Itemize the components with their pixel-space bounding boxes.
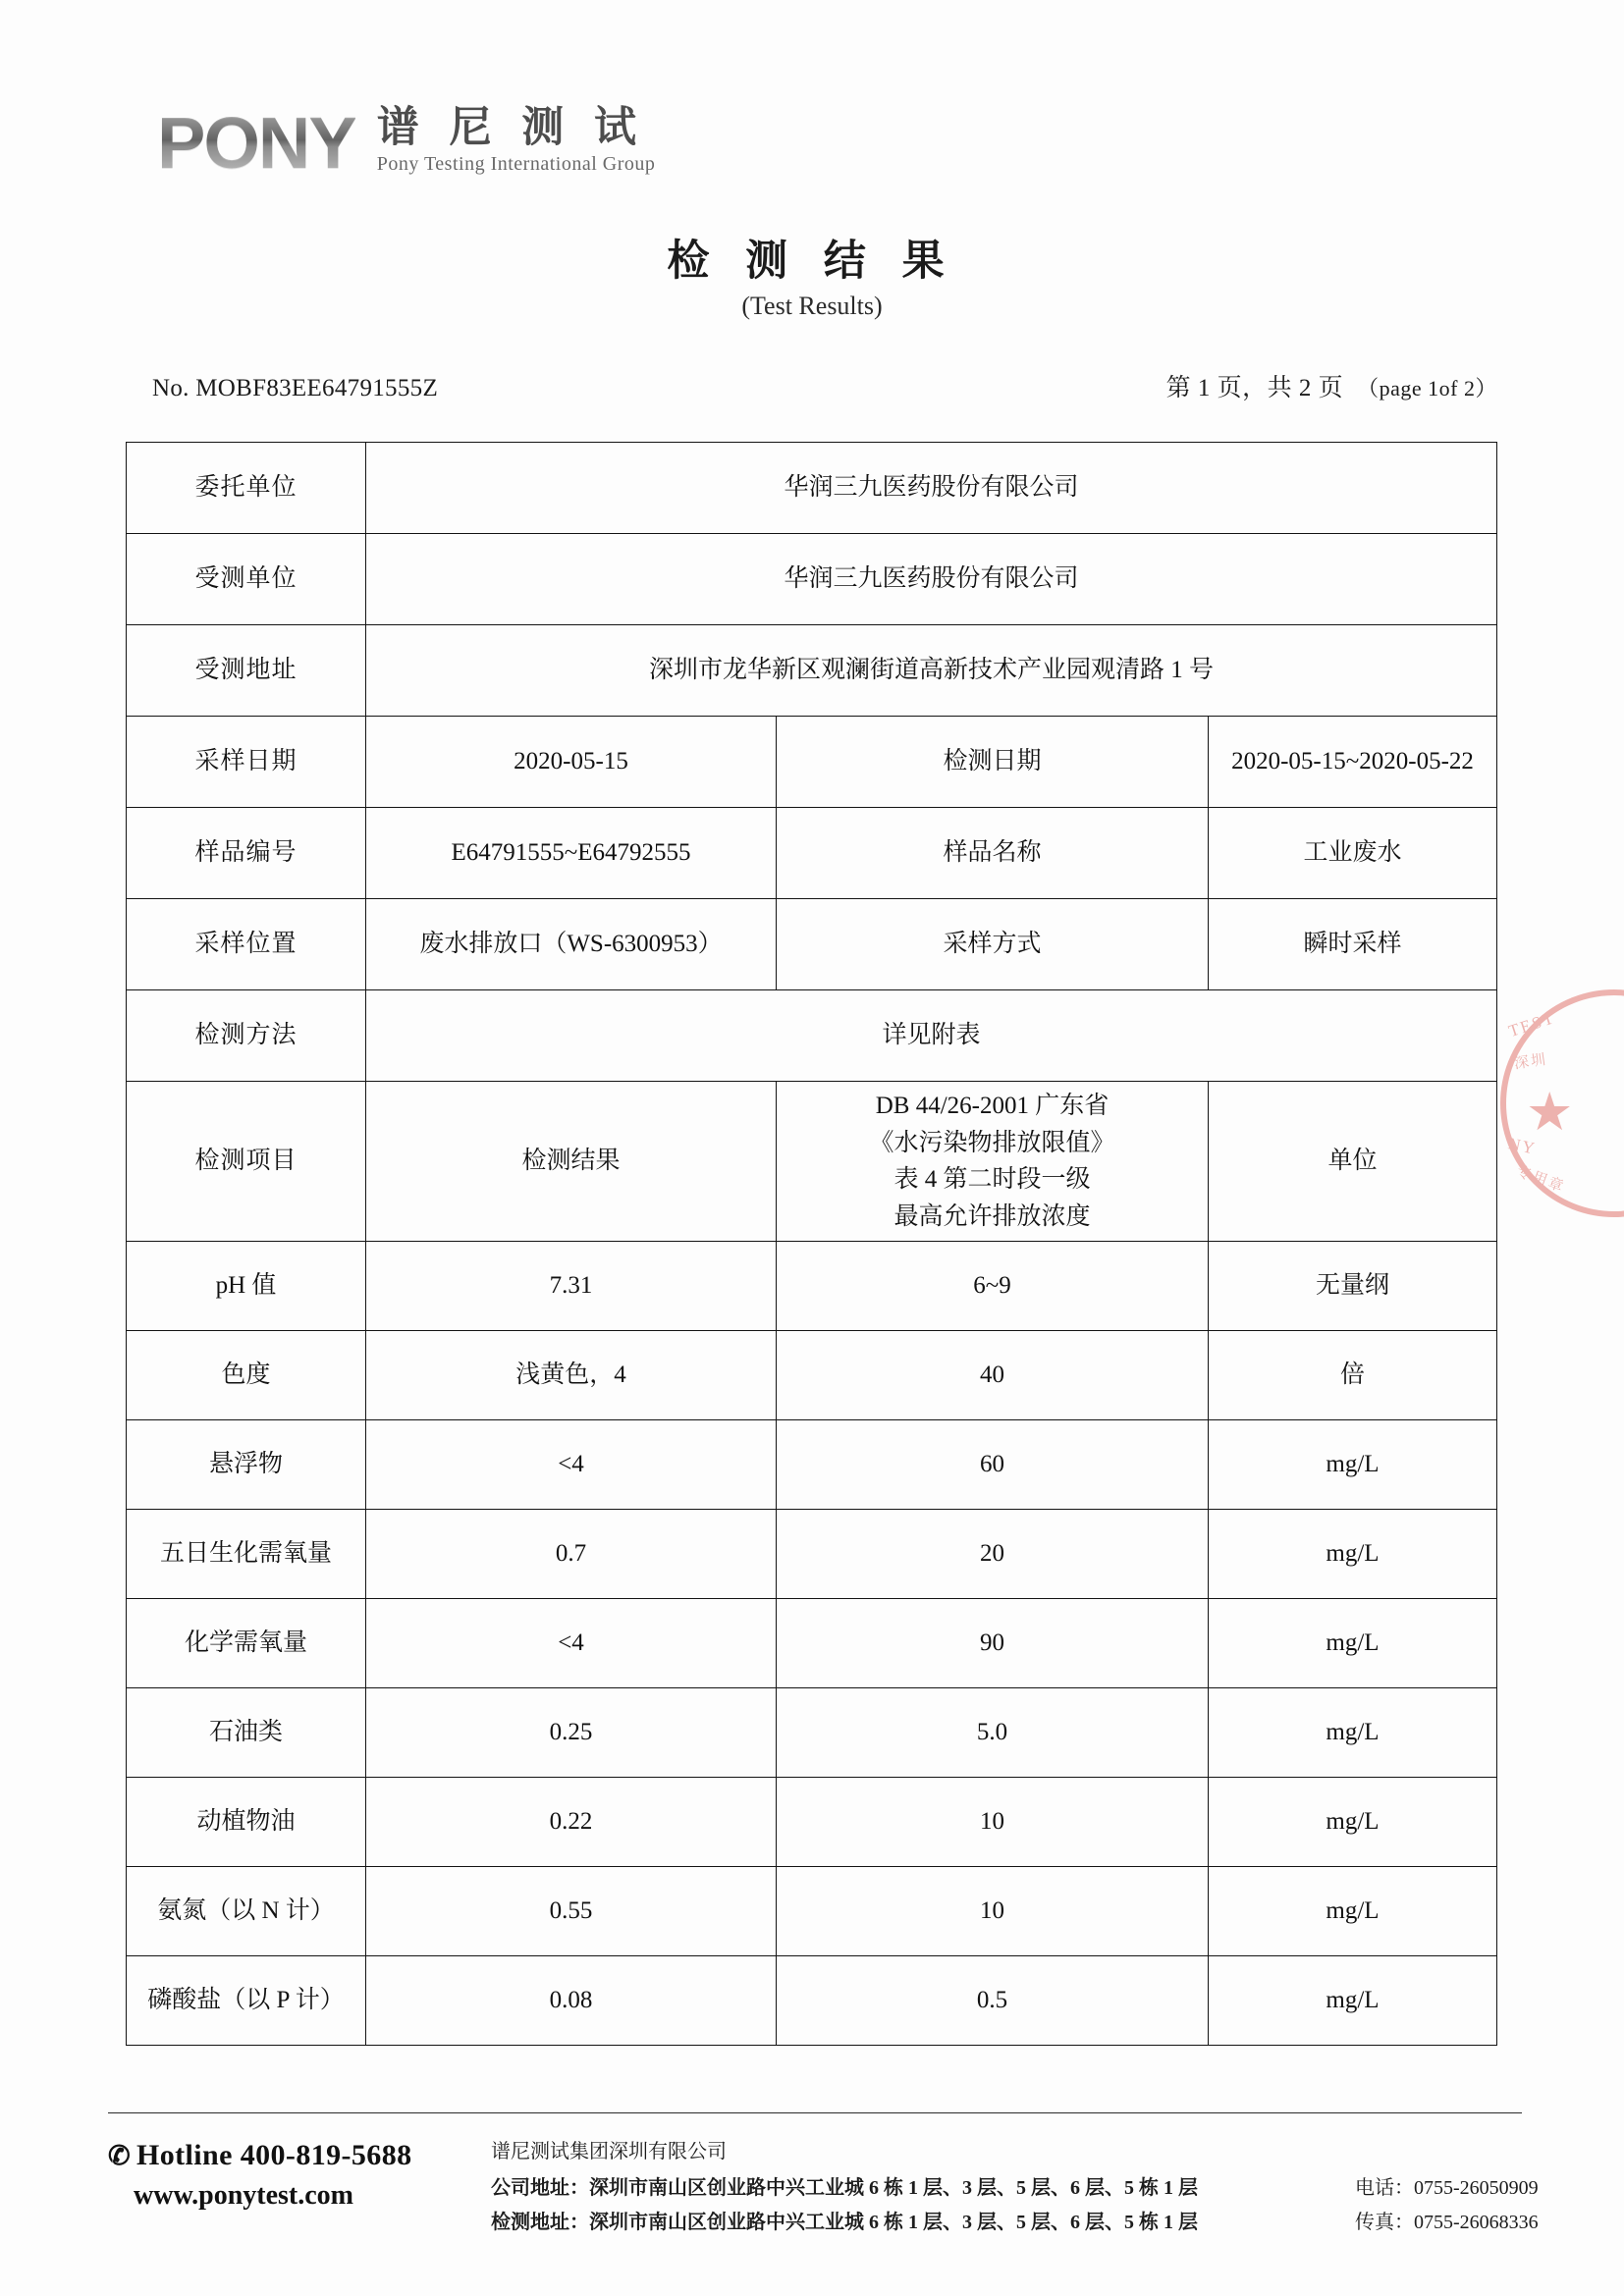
table-row bbox=[127, 808, 1497, 899]
brand-header bbox=[157, 102, 656, 185]
result-value: 0.25 bbox=[366, 1688, 777, 1778]
client-value: 华润三九医药股份有限公司 bbox=[366, 443, 1497, 534]
client-label: 委托单位 bbox=[127, 443, 366, 534]
page-footer bbox=[108, 2135, 1542, 2240]
phone-icon: ✆ bbox=[108, 2141, 132, 2170]
table-header-row bbox=[127, 1082, 1497, 1242]
sampling-position-label: 采样位置 bbox=[127, 899, 366, 990]
table-row bbox=[127, 990, 1497, 1082]
result-standard: 60 bbox=[777, 1420, 1209, 1510]
footer-company-address-value: 深圳市南山区创业路中兴工业城 6 栋 1 层、3 层、5 层、6 层、5 栋 1 层 bbox=[589, 2177, 1198, 2199]
result-item: 悬浮物 bbox=[127, 1420, 366, 1510]
table-row bbox=[127, 443, 1497, 534]
footer-contact-block bbox=[108, 2135, 491, 2212]
sampling-date-label: 采样日期 bbox=[127, 717, 366, 808]
stamp-text-bottom2: 专用章 bbox=[1514, 1163, 1567, 1197]
result-standard: 6~9 bbox=[777, 1242, 1209, 1331]
table-row bbox=[127, 1956, 1497, 2046]
footer-divider bbox=[108, 2112, 1522, 2113]
stamp-text-top2: 深圳 bbox=[1513, 1051, 1549, 1073]
footer-address-block bbox=[491, 2135, 1542, 2240]
footer-lab-address-value: 深圳市南山区创业路中兴工业城 6 栋 1 层、3 层、5 层、6 层、5 栋 1 层 bbox=[589, 2212, 1198, 2233]
table-row bbox=[127, 534, 1497, 625]
standard-line-4: 最高允许排放浓度 bbox=[893, 1202, 1091, 1230]
result-item: 色度 bbox=[127, 1331, 366, 1420]
footer-lab-address-label: 检测地址： bbox=[491, 2212, 589, 2233]
result-standard: 0.5 bbox=[777, 1956, 1209, 2046]
result-unit: mg/L bbox=[1209, 1778, 1497, 1867]
page-indicator-cn: 第 1 页，共 2 页 bbox=[1165, 375, 1344, 401]
result-unit: 倍 bbox=[1209, 1331, 1497, 1420]
result-value: <4 bbox=[366, 1420, 777, 1510]
address-value: 深圳市龙华新区观澜街道高新技术产业园观清路 1 号 bbox=[366, 625, 1497, 717]
result-unit: mg/L bbox=[1209, 1688, 1497, 1778]
brand-name-cn: 谱 尼 测 试 bbox=[376, 105, 646, 151]
result-standard: 5.0 bbox=[777, 1688, 1209, 1778]
table-row bbox=[127, 1778, 1497, 1867]
website-link[interactable]: www.ponytest.com bbox=[134, 2180, 353, 2211]
report-meta-row bbox=[152, 368, 1497, 403]
result-standard: 40 bbox=[777, 1331, 1209, 1420]
table-row bbox=[127, 1688, 1497, 1778]
result-item: pH 值 bbox=[127, 1242, 366, 1331]
result-value: 浅黄色，4 bbox=[366, 1331, 777, 1420]
result-standard: 10 bbox=[777, 1778, 1209, 1867]
table-row bbox=[127, 625, 1497, 717]
col-header-unit: 单位 bbox=[1209, 1082, 1497, 1242]
sampling-date-value: 2020-05-15 bbox=[366, 717, 777, 808]
footer-lab-address bbox=[491, 2206, 1355, 2240]
page-title-cn: 检 测 结 果 bbox=[667, 239, 957, 285]
test-method-value: 详见附表 bbox=[366, 990, 1497, 1082]
brand-name-block bbox=[377, 106, 656, 178]
result-value: 0.22 bbox=[366, 1778, 777, 1867]
test-date-label: 检测日期 bbox=[777, 717, 1209, 808]
test-method-label: 检测方法 bbox=[127, 990, 366, 1082]
result-standard: 20 bbox=[777, 1510, 1209, 1599]
stamp-star-icon: ★ bbox=[1526, 1083, 1574, 1142]
sample-name-label: 样品名称 bbox=[777, 808, 1209, 899]
address-label: 受测地址 bbox=[127, 625, 366, 717]
result-unit: 无量纲 bbox=[1209, 1242, 1497, 1331]
table-row bbox=[127, 1867, 1497, 1956]
standard-line-3: 表 4 第二时段一级 bbox=[893, 1166, 1091, 1193]
footer-lab-address-line bbox=[491, 2206, 1542, 2240]
result-unit: mg/L bbox=[1209, 1599, 1497, 1688]
pony-logo-wordmark: PONY bbox=[157, 102, 355, 185]
table-row bbox=[127, 1242, 1497, 1331]
brand-name-en: Pony Testing International Group bbox=[376, 153, 656, 176]
table-row bbox=[127, 1510, 1497, 1599]
result-unit: mg/L bbox=[1209, 1420, 1497, 1510]
result-unit: mg/L bbox=[1209, 1867, 1497, 1956]
page-title-en: (Test Results) bbox=[741, 292, 883, 320]
result-value: 0.08 bbox=[366, 1956, 777, 2046]
stamp-text-bottom: NY bbox=[1506, 1134, 1539, 1158]
standard-line-1: DB 44/26-2001 广东省 bbox=[875, 1093, 1110, 1119]
stamp-text-top: TEST bbox=[1506, 1007, 1558, 1041]
result-unit: mg/L bbox=[1209, 1510, 1497, 1599]
result-item: 五日生化需氧量 bbox=[127, 1510, 366, 1599]
official-stamp-icon bbox=[1500, 989, 1624, 1225]
table-row bbox=[127, 1420, 1497, 1510]
footer-company-address bbox=[491, 2171, 1355, 2206]
stamp-ring bbox=[1500, 989, 1624, 1217]
sample-no-label: 样品编号 bbox=[127, 808, 366, 899]
table-row bbox=[127, 1331, 1497, 1420]
result-item: 动植物油 bbox=[127, 1778, 366, 1867]
page-indicator bbox=[1166, 368, 1497, 403]
sampling-position-value: 废水排放口（WS-6300953） bbox=[366, 899, 777, 990]
result-standard: 90 bbox=[777, 1599, 1209, 1688]
result-value: 0.7 bbox=[366, 1510, 777, 1599]
test-results-table bbox=[126, 442, 1497, 2046]
footer-fax: 传真：0755-26068336 bbox=[1355, 2212, 1539, 2233]
result-unit: mg/L bbox=[1209, 1956, 1497, 2046]
page-indicator-en: （page 1of 2） bbox=[1357, 376, 1497, 400]
footer-company-address-line bbox=[491, 2171, 1542, 2206]
tested-unit-value: 华润三九医药股份有限公司 bbox=[366, 534, 1497, 625]
result-item: 氨氮（以 N 计） bbox=[127, 1867, 366, 1956]
sample-name-value: 工业废水 bbox=[1209, 808, 1497, 899]
footer-company-name: 谱尼测试集团深圳有限公司 bbox=[491, 2141, 727, 2163]
result-value: 7.31 bbox=[366, 1242, 777, 1331]
table-row bbox=[127, 899, 1497, 990]
result-value: <4 bbox=[366, 1599, 777, 1688]
col-header-standard bbox=[777, 1082, 1209, 1242]
hotline-line bbox=[108, 2139, 491, 2172]
footer-company-address-label: 公司地址： bbox=[491, 2177, 589, 2199]
col-header-result: 检测结果 bbox=[366, 1082, 777, 1242]
result-item: 磷酸盐（以 P 计） bbox=[127, 1956, 366, 2046]
hotline-text: Hotline 400-819-5688 bbox=[136, 2139, 412, 2171]
sampling-method-label: 采样方式 bbox=[777, 899, 1209, 990]
tested-unit-label: 受测单位 bbox=[127, 534, 366, 625]
sampling-method-value: 瞬时采样 bbox=[1209, 899, 1497, 990]
test-date-value: 2020-05-15~2020-05-22 bbox=[1209, 717, 1497, 808]
result-item: 石油类 bbox=[127, 1688, 366, 1778]
sample-no-value: E64791555~E64792555 bbox=[366, 808, 777, 899]
footer-telephone: 电话：0755-26050909 bbox=[1355, 2177, 1539, 2199]
result-standard: 10 bbox=[777, 1867, 1209, 1956]
report-number: No. MOBF83EE64791555Z bbox=[152, 375, 439, 401]
result-item: 化学需氧量 bbox=[127, 1599, 366, 1688]
table-row bbox=[127, 717, 1497, 808]
col-header-item: 检测项目 bbox=[127, 1082, 366, 1242]
result-value: 0.55 bbox=[366, 1867, 777, 1956]
standard-line-2: 《水污染物排放限值》 bbox=[869, 1129, 1115, 1156]
table-row bbox=[127, 1599, 1497, 1688]
